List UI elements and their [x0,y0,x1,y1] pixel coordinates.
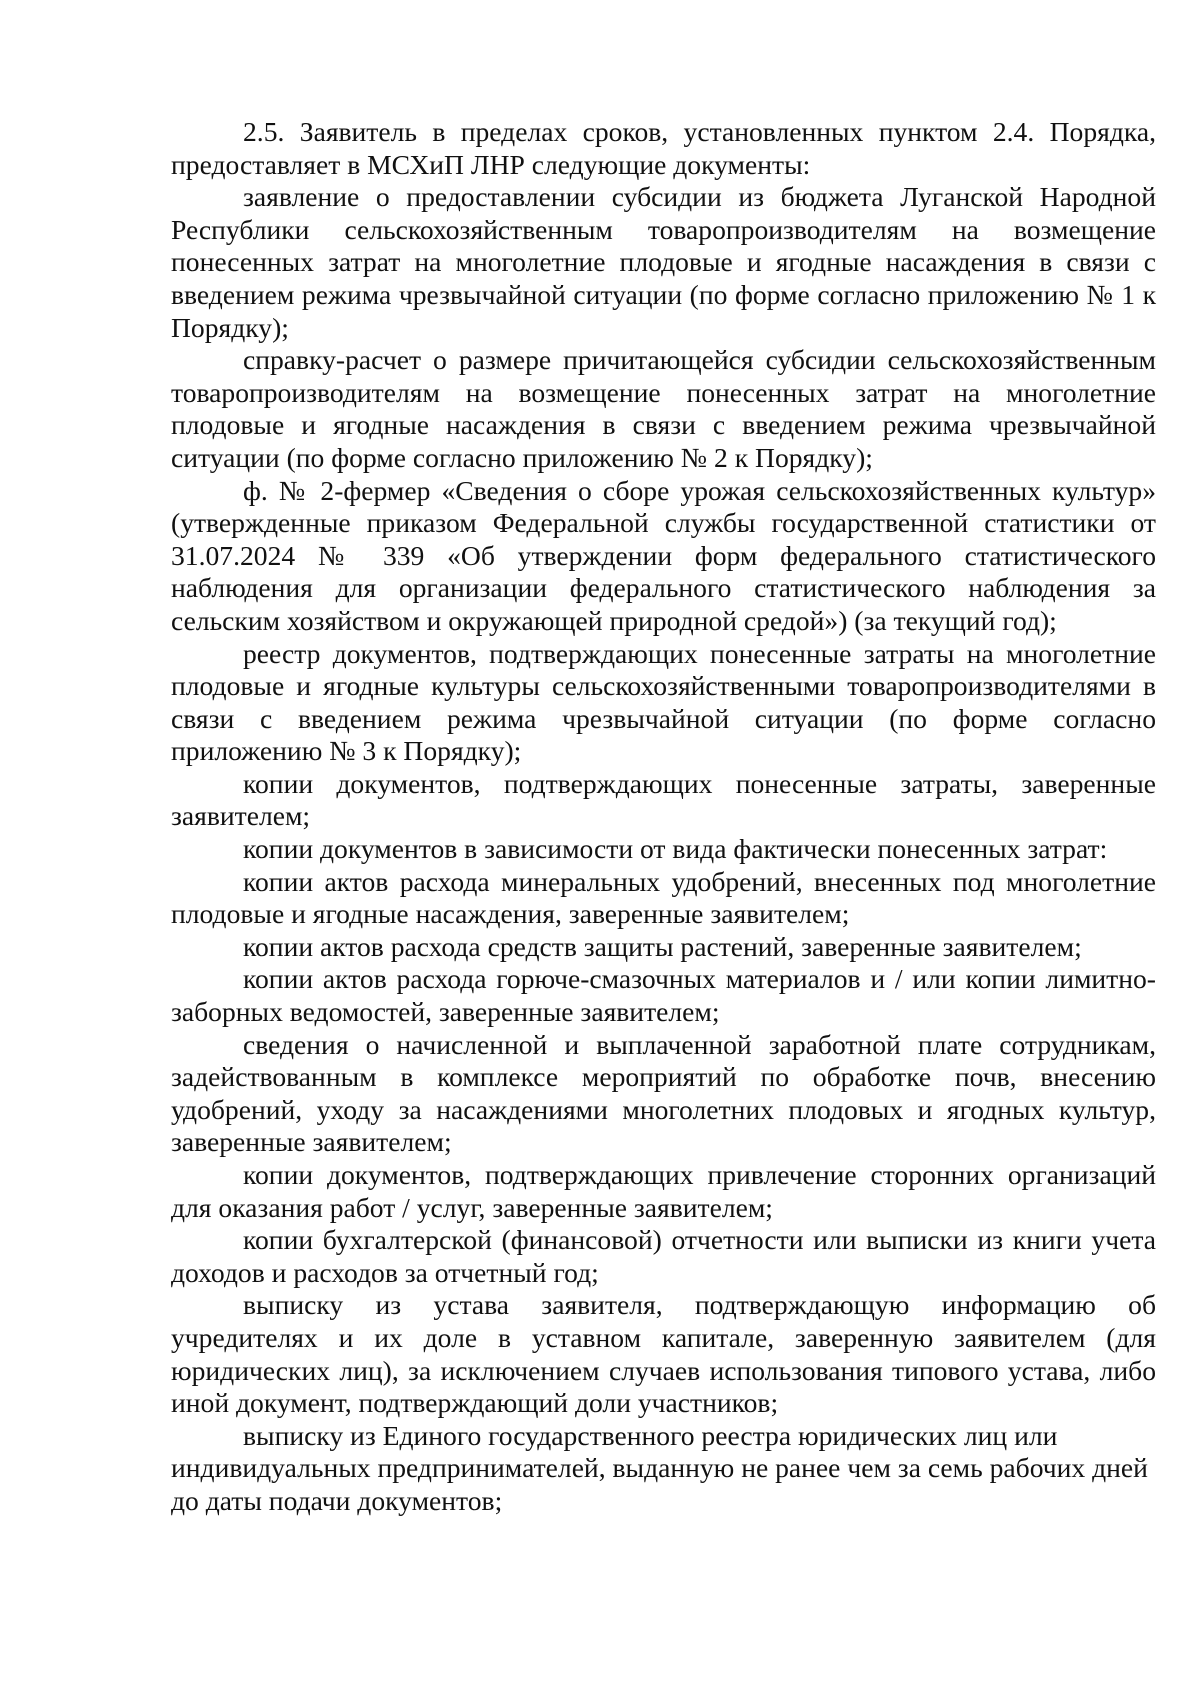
paragraph-plant-protection-acts: копии актов расхода средств защиты растений, заверенные заявителем; [243,930,1082,962]
paragraph-documents-registry: реестр документов, подтверждающих понесенные затраты на многолетние плодовые и ягодные культуры сельскохозяйственными товаропроизводителями в связи с введением режима чрезвычайной ситуации (по форме согласно приложению № 3 к Порядку); [171,637,1156,767]
paragraph-charter-extract: выписку из устава заявителя, подтверждающую информацию об учредителях и их доле в уставном капитале, заверенную заявителем (для юридических лиц), за исключением случаев использования типового устава, либо иной документ, подтверждающий доли участников; [171,1289,1156,1419]
paragraph-fertilizer-acts: копии актов расхода минеральных удобрений, внесенных под многолетние плодовые и ягодные насаждения, заверенные заявителем; [171,865,1156,930]
paragraph-documents-by-cost-type: копии документов в зависимости от вида фактически понесенных затрат: [243,833,1108,865]
paragraph-accounting-statements: копии бухгалтерской (финансовой) отчетности или выписки из книги учета доходов и расходов за отчетный год; [171,1224,1156,1288]
paragraph-2-5-intro: 2.5. Заявитель в пределах сроков, установленных пунктом 2.4. Порядка, предоставляет в МСХиП ЛНР следующие документы: [171,116,1156,180]
paragraph-fuel-lubricant-acts: копии актов расхода горюче-смазочных материалов и / или копии лимитно-заборных ведомостей, заверенные заявителем; [171,963,1156,1028]
document-body [171,116,1156,1518]
paragraph-form-2-farmer: ф. № 2-фермер «Сведения о сборе урожая сельскохозяйственных культур» (утвержденные приказом Федеральной службы государственной статистики от 31.07.2024 № 339 «Об утверждении форм федерального статистического наблюдения для организации федерального статистического наблюдения за сельским хозяйством и окружающей природной средой») (за текущий год); [171,474,1156,636]
paragraph-third-party-services: копии документов, подтверждающих привлечение сторонних организаций для оказания работ / услуг, заверенные заявителем; [171,1159,1156,1223]
paragraph-cost-documents-copies: копии документов, подтверждающих понесенные затраты, заверенные заявителем; [171,767,1156,832]
paragraph-state-register-extract: выписку из Единого государственного реестра юридических лиц или индивидуальных предпринимателей, выданную не ранее чем за семь рабочих дней до даты подачи документов; [171,1419,1148,1516]
paragraph-salary-info: сведения о начисленной и выплаченной заработной плате сотрудникам, задействованным в комплексе мероприятий по обработке почв, внесению удобрений, уходу за насаждениями многолетних плодовых и ягодных культур, заверенные заявителем; [171,1028,1156,1158]
paragraph-calculation-certificate: справку-расчет о размере причитающейся субсидии сельскохозяйственным товаропроизводителям на возмещение понесенных затрат на многолетние плодовые и ягодные насаждения в связи с введением режима чрезвычайной ситуации (по форме согласно приложению № 2 к Порядку); [171,344,1156,473]
paragraph-application-form: заявление о предоставлении субсидии из бюджета Луганской Народной Республики сельскохозяйственным товаропроизводителям на возмещение понесенных затрат на многолетние плодовые и ягодные насаждения в связи с введением режима чрезвычайной ситуации (по форме согласно приложению № 1 к Порядку); [171,181,1156,343]
